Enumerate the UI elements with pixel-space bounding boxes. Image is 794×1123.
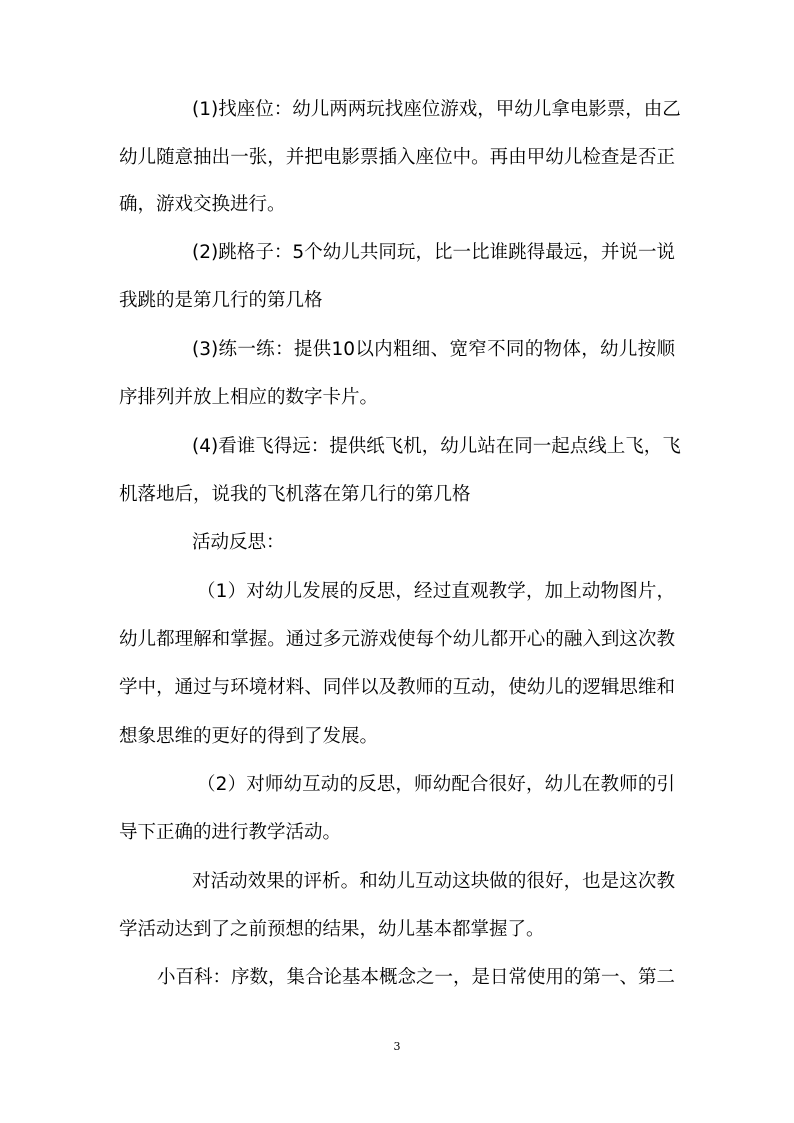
text-line: 幼儿随意抽出一张，并把电影票插入座位中。再由甲幼儿检查是否正 (119, 147, 675, 168)
text-line: (2)跳格子：5个幼儿共同玩，比一比谁跳得最远，并说一说 (192, 242, 675, 263)
text-line: （2）对师幼互动的反思，师幼配合很好，幼儿在教师的引 (197, 774, 675, 795)
text-line: 小百科：序数，集合论基本概念之一，是日常使用的第一、第二 (157, 967, 676, 988)
text-line: 确，游戏交换进行。 (119, 194, 286, 215)
text-line: (4)看谁飞得远：提供纸飞机，幼儿站在同一起点线上飞，飞 (192, 436, 681, 457)
text-line: 想象思维的更好的得到了发展。 (119, 726, 379, 747)
text-line: (1)找座位：幼儿两两玩找座位游戏，甲幼儿拿电影票，由乙 (192, 99, 681, 120)
text-line: 机落地后，说我的飞机落在第几行的第几格 (119, 484, 471, 505)
text-line: 学活动达到了之前预想的结果，幼儿基本都掌握了。 (119, 919, 545, 940)
text-line: 幼儿都理解和掌握。通过多元游戏使每个幼儿都开心的融入到这次教 (119, 629, 675, 650)
text-line: 导下正确的进行教学活动。 (119, 822, 342, 843)
page-number: 3 (393, 1040, 401, 1053)
text-line: (3)练一练：提供10以内粗细、宽窄不同的物体，幼儿按顺 (192, 339, 675, 360)
text-line: 我跳的是第几行的第几格 (119, 290, 323, 311)
text-line: 序排列并放上相应的数字卡片。 (119, 387, 379, 408)
text-line: （1）对幼儿发展的反思，经过直观教学，加上动物图片， (197, 581, 675, 602)
text-line: 对活动效果的评析。和幼儿互动这块做的很好，也是这次教 (192, 871, 675, 892)
section-heading: 活动反思： (192, 532, 285, 553)
text-line: 学中，通过与环境材料、同伴以及教师的互动，使幼儿的逻辑思维和 (119, 677, 675, 698)
